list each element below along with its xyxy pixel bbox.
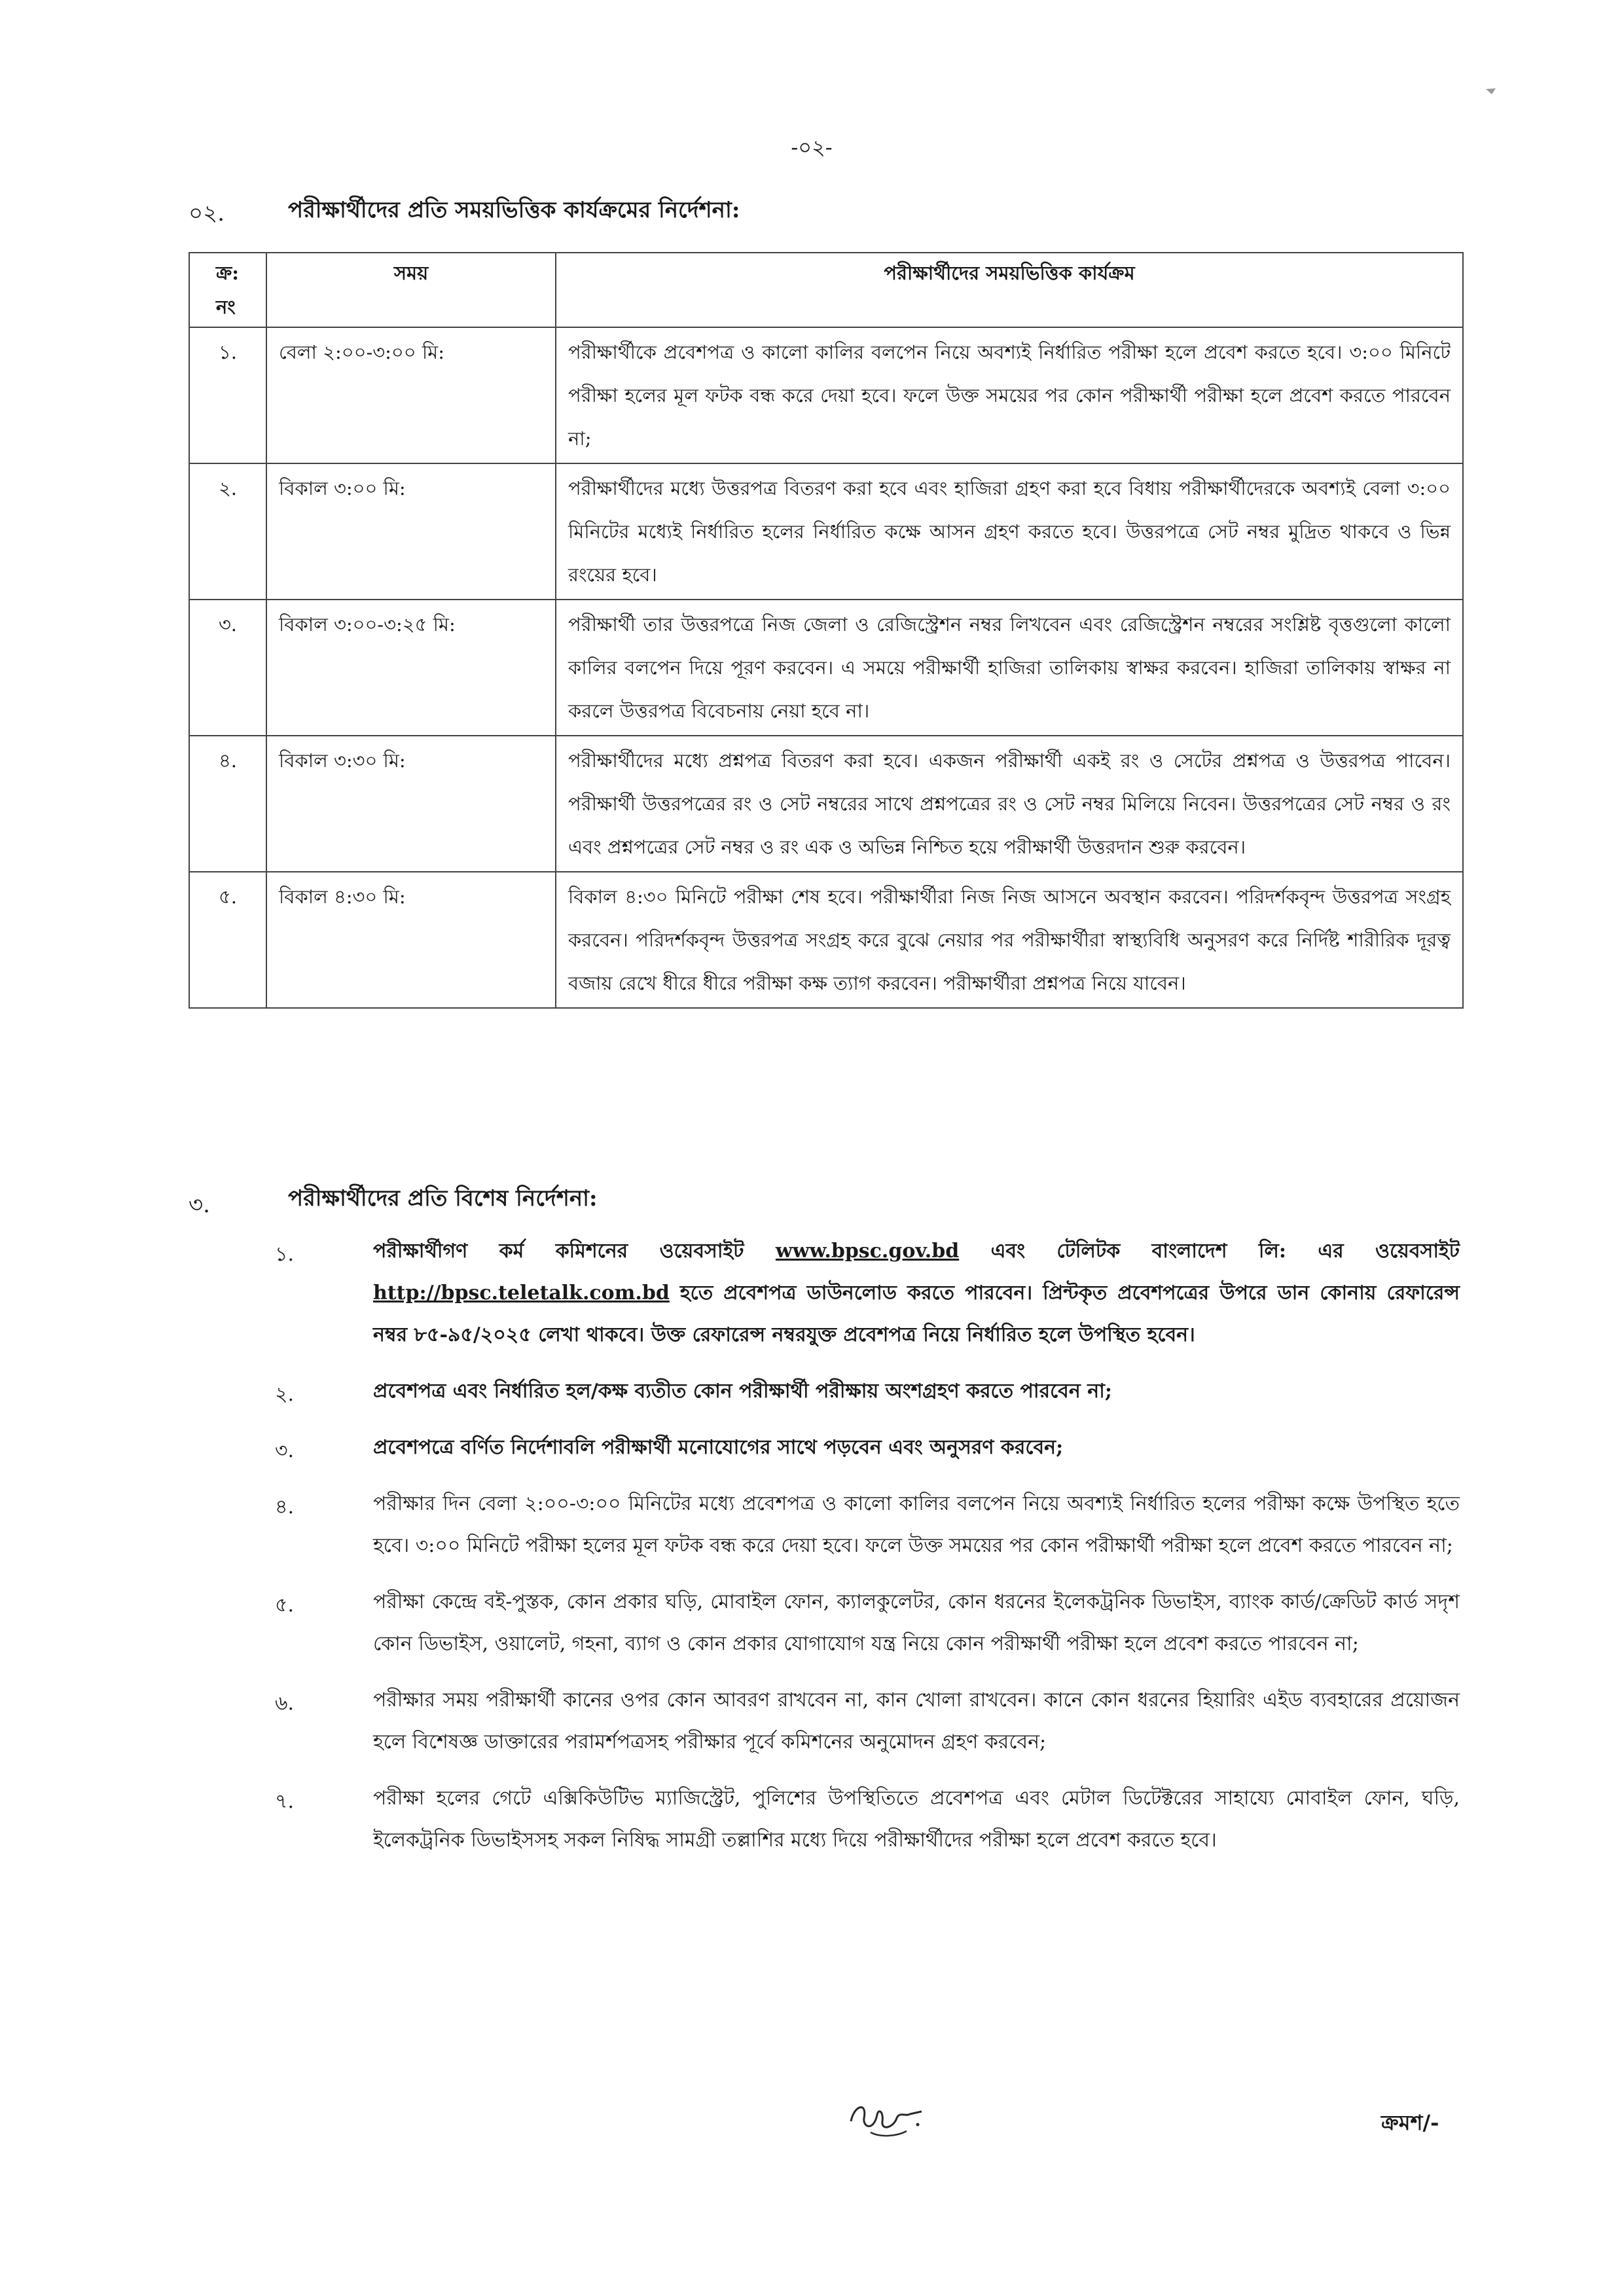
instruction-list [275, 1230, 1460, 1876]
row-time: বেলা ২:০০-৩:০০ মি: [266, 327, 556, 463]
section-2-number: ০২. [189, 200, 225, 226]
teletalk-website-link[interactable]: http://bpsc.teletalk.com.bd [373, 1282, 670, 1304]
continuation-note: ক্রমশ/- [1381, 2110, 1439, 2135]
col-header-activity: পরীক্ষার্থীদের সময়ভিত্তিক কার্যক্রম [556, 253, 1463, 327]
bpsc-website-link[interactable]: www.bpsc.gov.bd [775, 1240, 960, 1263]
item-number: ৫. [275, 1594, 295, 1617]
col-header-serial: ক্র: নং [189, 253, 266, 327]
row-time: বিকাল ৪:৩০ মি: [266, 872, 556, 1008]
list-item [275, 1427, 1460, 1469]
row-activity: পরীক্ষার্থীদের মধ্যে প্রশ্নপত্র বিতরণ করা হবে। একজন পরীক্ষার্থী একই রং ও সেটের প্রশ্নপত্র ও উত্তরপত্র পাবেন। পরীক্ষার্থী উত্তরপত্রের রং ও সেট নম্বরের সাথে প্রশ্নপত্রের রং ও সেট নম্বর মিলিয়ে নিবেন। উত্তরপত্রের সেট নম্বর ও রং এবং প্রশ্নপত্রের সেট নম্বর ও রং এক ও অভিন্ন নিশ্চিত হয়ে পরীক্ষার্থী উত্তরদান শুরু করবেন। [556, 736, 1463, 872]
row-serial: ৪. [189, 736, 266, 872]
item-text: প্রবেশপত্রে বর্ণিত নির্দেশাবলি পরীক্ষার্থী মনোযোগের সাথে পড়বেন এবং অনুসরণ করবেন; [373, 1436, 1064, 1459]
row-serial: ২. [189, 463, 266, 600]
list-item [275, 1679, 1460, 1763]
item-number: ১. [275, 1243, 295, 1266]
page-number: -০২- [791, 135, 833, 160]
item-number: ৩. [275, 1439, 295, 1462]
list-item [275, 1483, 1460, 1567]
row-activity: বিকাল ৪:৩০ মিনিটে পরীক্ষা শেষ হবে। পরীক্ষার্থীরা নিজ নিজ আসনে অবস্থান করবেন। পরিদর্শকবৃন্দ উত্তরপত্র সংগ্রহ করবেন। পরিদর্শকবৃন্দ উত্তরপত্র সংগ্রহ করে বুঝে নেয়ার পর পরীক্ষার্থীরা স্বাস্থ্যবিধি অনুসরণ করে নির্দিষ্ট শারীরিক দূরত্ব বজায় রেখে ধীরে ধীরে পরীক্ষা কক্ষ ত্যাগ করবেন। পরীক্ষার্থীরা প্রশ্নপত্র নিয়ে যাবেন। [556, 872, 1463, 1008]
item-text: পরীক্ষা হলের গেটে এক্সিকিউটিভ ম্যাজিস্ট্রেট, পুলিশের উপস্থিতিতে প্রবেশপত্র এবং মেটাল ডিটেক্টরের সাহায্যে মোবাইল ফোন, ঘড়ি, ইলেকট্রনিক ডিভাইসসহ সকল নিষিদ্ধ সামগ্রী তল্লাশির মধ্যে দিয়ে পরীক্ষার্থীদের পরীক্ষা হলে প্রবেশ করতে হবে। [373, 1787, 1460, 1852]
row-serial: ১. [189, 327, 266, 463]
row-time: বিকাল ৩:০০ মি: [266, 463, 556, 600]
list-item [275, 1371, 1460, 1412]
table-row [189, 736, 1463, 872]
row-activity: পরীক্ষার্থী তার উত্তরপত্রে নিজ জেলা ও রেজিস্ট্রেশন নম্বর লিখবেন এবং রেজিস্ট্রেশন নম্বরের সংশ্লিষ্ট বৃত্তগুলো কালো কালির বলপেন দিয়ে পূরণ করবেন। এ সময়ে পরীক্ষার্থী হাজিরা তালিকায় স্বাক্ষর করবেন। হাজিরা তালিকায় স্বাক্ষর না করলে উত্তরপত্র বিবেচনায় নেয়া হবে না। [556, 600, 1463, 736]
item-text-part: পরীক্ষার্থীগণ কর্ম কমিশনের ওয়েবসাইট [373, 1240, 744, 1263]
item-text-part: হতে প্রবেশপত্র ডাউনলোড করতে পারবেন। প্রিন্টকৃত প্রবেশপত্রের উপরে ডান কোনায় রেফারেন্স নম্বর ৮৫-৯৫/২০২৫ লেখা থাকবে। উক্ত রেফারেন্স নম্বরযুক্ত প্রবেশপত্র নিয়ে নির্ধারিত হলে উপস্থিত হবেন। [373, 1282, 1460, 1346]
col-header-time: সময় [266, 253, 556, 327]
signature [844, 2092, 929, 2147]
row-serial: ৩. [189, 600, 266, 736]
table-row [189, 600, 1463, 736]
table-row [189, 463, 1463, 600]
item-text: পরীক্ষার দিন বেলা ২:০০-৩:০০ মিনিটের মধ্যে প্রবেশপত্র ও কালো কালির বলপেন নিয়ে অবশ্যই নির্ধারিত হলের পরীক্ষা কক্ষে উপস্থিত হতে হবে। ৩:০০ মিনিটে পরীক্ষা হলের মূল ফটক বন্ধ করে দেয়া হবে। ফলে উক্ত সময়ের পর কোন পরীক্ষার্থী পরীক্ষা হলে প্রবেশ করতে পারবেন না; [373, 1492, 1460, 1557]
section-3-heading: পরীক্ষার্থীদের প্রতি বিশেষ নির্দেশনা: [288, 1185, 598, 1212]
section-2-heading: পরীক্ষার্থীদের প্রতি সময়ভিত্তিক কার্যক্রমের নির্দেশনা: [288, 197, 740, 223]
table-header-row [189, 253, 1463, 327]
row-serial: ৫. [189, 872, 266, 1008]
item-number: ৪. [275, 1496, 295, 1518]
corner-mark [1485, 86, 1498, 99]
list-item [275, 1778, 1460, 1861]
item-text: পরীক্ষা কেন্দ্রে বই-পুস্তক, কোন প্রকার ঘড়ি, মোবাইল ফোন, ক্যালকুলেটর, কোন ধরনের ইলেকট্রনিক ডিভাইস, ব্যাংক কার্ড/ক্রেডিট কার্ড সদৃশ কোন ডিভাইস, ওয়ালেট, গহনা, ব্যাগ ও কোন প্রকার যোগাযোগ যন্ত্র নিয়ে কোন পরীক্ষার্থী পরীক্ষা হলে প্রবেশ করতে পারবেন না; [373, 1590, 1460, 1655]
item-text [373, 1230, 1460, 1356]
section-3-number: ৩. [189, 1192, 210, 1218]
row-activity: পরীক্ষার্থীদের মধ্যে উত্তরপত্র বিতরণ করা হবে এবং হাজিরা গ্রহণ করা হবে বিধায় পরীক্ষার্থীদেরকে অবশ্যই বেলা ৩:০০ মিনিটের মধ্যেই নির্ধারিত হলের নির্ধারিত কক্ষে আসন গ্রহণ করতে হবে। উত্তরপত্রে সেট নম্বর মুদ্রিত থাকবে ও ভিন্ন রংয়ের হবে। [556, 463, 1463, 600]
list-item [275, 1581, 1460, 1665]
item-number: ২. [275, 1383, 295, 1406]
row-activity: পরীক্ষার্থীকে প্রবেশপত্র ও কালো কালির বলপেন নিয়ে অবশ্যই নির্ধারিত পরীক্ষা হলে প্রবেশ করতে হবে। ৩:০০ মিনিটে পরীক্ষা হলের মূল ফটক বন্ধ করে দেয়া হবে। ফলে উক্ত সময়ের পর কোন পরীক্ষার্থী পরীক্ষা হলে প্রবেশ করতে পারবেন না; [556, 327, 1463, 463]
item-text: প্রবেশপত্র এবং নির্ধারিত হল/কক্ষ ব্যতীত কোন পরীক্ষার্থী পরীক্ষায় অংশগ্রহণ করতে পারবেন না; [373, 1380, 1112, 1403]
item-number: ৭. [275, 1790, 295, 1813]
table-row [189, 872, 1463, 1008]
row-time: বিকাল ৩:৩০ মি: [266, 736, 556, 872]
row-time: বিকাল ৩:০০-৩:২৫ মি: [266, 600, 556, 736]
table-row [189, 327, 1463, 463]
list-item [275, 1230, 1460, 1356]
item-number: ৬. [275, 1692, 295, 1715]
schedule-table [189, 252, 1464, 1009]
item-text: পরীক্ষার সময় পরীক্ষার্থী কানের ওপর কোন আবরণ রাখবেন না, কান খোলা রাখবেন। কানে কোন ধরনের হিয়ারিং এইড ব্যবহারের প্রয়োজন হলে বিশেষজ্ঞ ডাক্তারের পরামর্শপত্রসহ পরীক্ষার পূর্বে কমিশনের অনুমোদন গ্রহণ করবেন; [373, 1689, 1460, 1753]
item-text-part: এবং টেলিটক বাংলাদেশ লি: এর ওয়েবসাইট [990, 1240, 1460, 1263]
